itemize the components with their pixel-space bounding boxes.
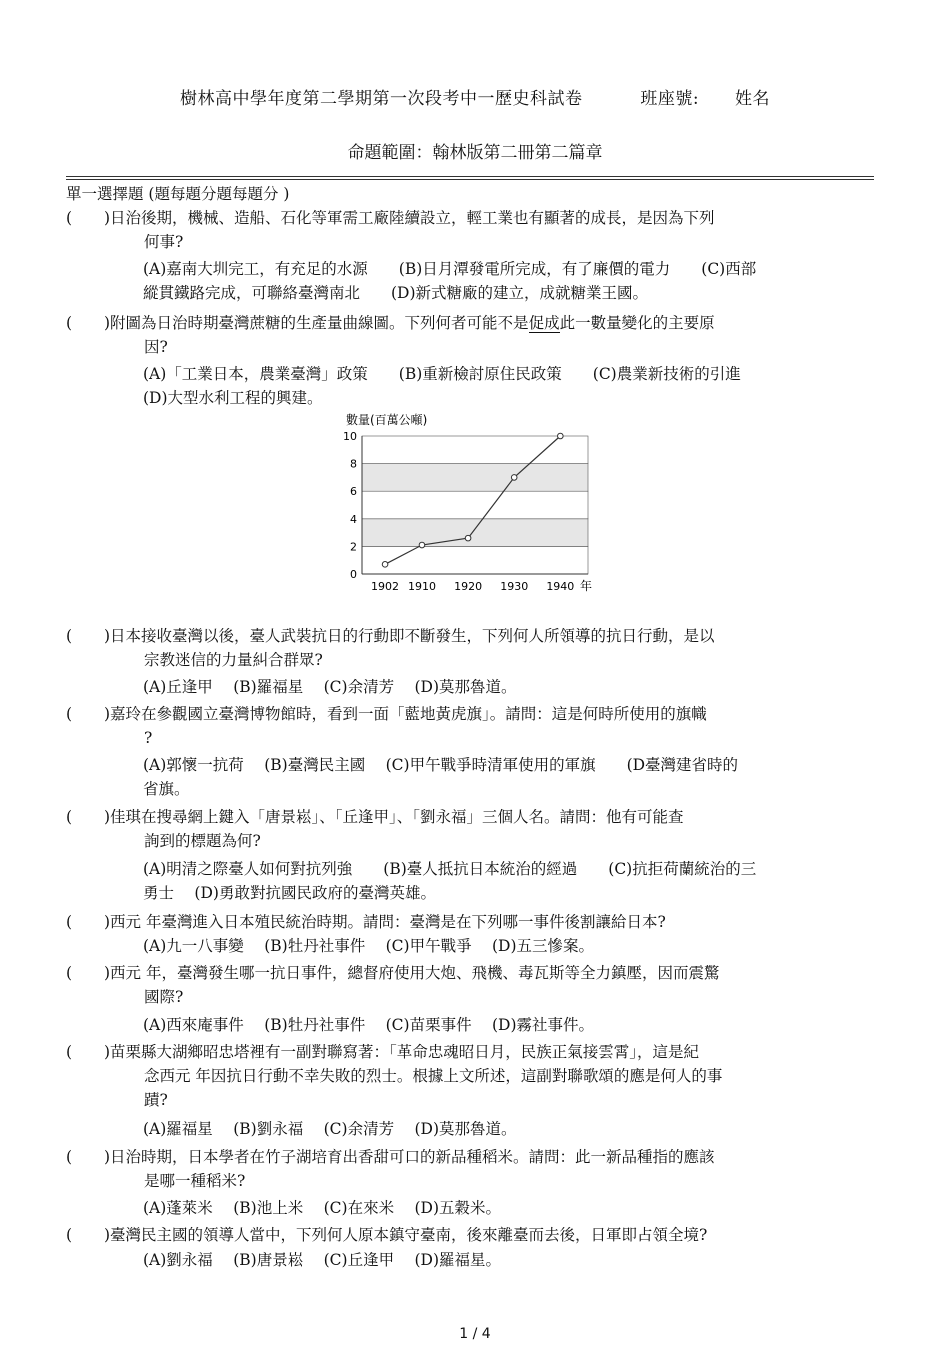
y-tick-label: 6 bbox=[350, 485, 357, 499]
y-tick-label: 4 bbox=[350, 512, 357, 526]
question-stem: )西元 年臺灣進入日本殖民統治時期。請問：臺灣是在下列哪一事件後割讓給日本? bbox=[104, 913, 666, 931]
grid-band bbox=[362, 491, 588, 519]
divider bbox=[66, 176, 874, 177]
x-tick-label: 1930 bbox=[500, 580, 529, 593]
data-point bbox=[558, 433, 564, 439]
answer-paren: ( bbox=[66, 627, 73, 645]
y-tick-label: 8 bbox=[350, 457, 357, 471]
question-stem: )臺灣民主國的領導人當中，下列何人原本鎮守臺南，後來離臺而去後，日軍即占領全境? bbox=[104, 1226, 708, 1244]
data-point bbox=[419, 542, 425, 548]
x-tick-label: 1910 bbox=[407, 580, 436, 593]
class-seat-label: 班座號: bbox=[640, 89, 700, 109]
question-options: (A)「工業日本，農業臺灣」政策 (B)重新檢討原住民政策 (C)農業新技術的引進 (D)大型水利工程的興建。 bbox=[143, 365, 741, 407]
section-title: 單一選擇題 (題每題分題每題分 ) bbox=[66, 185, 290, 203]
divider bbox=[66, 179, 874, 180]
exam-title-line bbox=[0, 84, 950, 109]
data-point bbox=[465, 535, 471, 541]
x-tick-label: 1940 bbox=[546, 580, 575, 593]
question-stem: )西元 年，臺灣發生哪一抗日事件，總督府使用大炮、飛機、毒瓦斯等全力鎮壓，因而震驚 國際? bbox=[104, 964, 720, 1006]
question-stem: )日治時期，日本學者在竹子湖培育出香甜可口的新品種稻米。請問：此一新品種指的應該 是哪一種稻米? bbox=[104, 1148, 715, 1190]
y-tick-label: 10 bbox=[343, 430, 357, 443]
question-options: (A)蓬萊米 (B)池上米 (C)在來米 (D)五穀米。 bbox=[143, 1199, 502, 1217]
sugar-production-chart bbox=[320, 410, 600, 596]
x-axis-label: 年 bbox=[580, 579, 593, 593]
question-options: (A)九一八事變 (B)牡丹社事件 (C)甲午戰爭 (D)五三慘案。 bbox=[143, 937, 595, 955]
grid-band bbox=[362, 464, 588, 492]
data-point bbox=[382, 562, 388, 568]
question-options: (A)西來庵事件 (B)牡丹社事件 (C)苗栗事件 (D)霧社事件。 bbox=[143, 1016, 595, 1034]
question-options: (A)丘逢甲 (B)羅福星 (C)余清芳 (D)莫那魯道。 bbox=[143, 678, 517, 696]
answer-paren: ( bbox=[66, 314, 73, 332]
data-point bbox=[511, 475, 517, 481]
question-options: (A)嘉南大圳完工，有充足的水源 (B)日月潭發電所完成，有了廉價的電力 (C)西部 縱貫鐵路完成，可聯絡臺灣南北 (D)新式糖廠的建立，成就糖業王國。 bbox=[143, 260, 757, 302]
grid-band bbox=[362, 436, 588, 464]
question-options: (A)劉永福 (B)唐景崧 (C)丘逢甲 (D)羅福星。 bbox=[143, 1251, 502, 1269]
question-stem: )佳琪在搜尋網上鍵入「唐景崧」、「丘逢甲」、「劉永福」三個人名。請問：他有可能查 詢到的標題為何? bbox=[104, 808, 684, 850]
answer-paren: ( bbox=[66, 913, 73, 931]
exam-title: 樹林高中學年度第二學期第一次段考中一歷史科試卷 bbox=[179, 89, 583, 109]
question-stem: )苗栗縣大湖鄉昭忠塔裡有一副對聯寫著：「革命忠魂昭日月，民族正氣接雲霄」，這是紀 念西元 年因抗日行動不幸失敗的烈士。根據上文所述，這副對聯歌頌的應是何人的事 蹟? bbox=[104, 1043, 723, 1109]
answer-paren: ( bbox=[66, 808, 73, 826]
question-options: (A)羅福星 (B)劉永福 (C)余清芳 (D)莫那魯道。 bbox=[143, 1120, 517, 1138]
underlined-keyword: 促成 bbox=[528, 314, 560, 332]
question-stem: )日治後期，機械、造船、石化等軍需工廠陸續設立，輕工業也有顯著的成長，是因為下列 何事? bbox=[104, 209, 715, 251]
answer-paren: ( bbox=[66, 209, 73, 227]
page-number: 1 / 4 bbox=[459, 1326, 491, 1342]
y-axis-label: 數量(百萬公噸) bbox=[346, 413, 428, 427]
grid-band bbox=[362, 546, 588, 574]
question-stem: )日本接收臺灣以後，臺人武裝抗日的行動即不斷發生，下列何人所領導的抗日行動，是以 宗教迷信的力量糾合群眾? bbox=[104, 627, 715, 669]
y-tick-label: 2 bbox=[350, 540, 357, 554]
answer-paren: ( bbox=[66, 1043, 73, 1061]
question-options: (A)明清之際臺人如何對抗列強 (B)臺人抵抗日本統治的經過 (C)抗拒荷蘭統治的三 勇士 (D)勇敢對抗國民政府的臺灣英雄。 bbox=[143, 860, 757, 902]
question-stem: )附圖為日治時期臺灣蔗糖的生產量曲線圖。下列何者可能不是促成此一數量變化的主要原 因? bbox=[104, 314, 715, 356]
x-tick-label: 1920 bbox=[454, 580, 483, 593]
answer-paren: ( bbox=[66, 1226, 73, 1244]
answer-paren: ( bbox=[66, 964, 73, 982]
grid-band bbox=[362, 519, 588, 547]
answer-paren: ( bbox=[66, 705, 73, 723]
question-stem: )嘉玲在參觀國立臺灣博物館時，看到一面「藍地黃虎旗」。請問：這是何時所使用的旗幟 ? bbox=[104, 705, 707, 747]
name-label: 姓名 bbox=[735, 89, 771, 109]
y-tick-label: 0 bbox=[350, 568, 357, 581]
x-tick-label: 1902 bbox=[371, 580, 400, 593]
question-options: (A)郭懷一抗荷 (B)臺灣民主國 (C)甲午戰爭時清軍使用的軍旗 (D臺灣建省時的 省旗。 bbox=[143, 756, 739, 798]
exam-scope: 命題範圍：翰林版第二冊第二篇章 bbox=[347, 143, 603, 163]
answer-paren: ( bbox=[66, 1148, 73, 1166]
